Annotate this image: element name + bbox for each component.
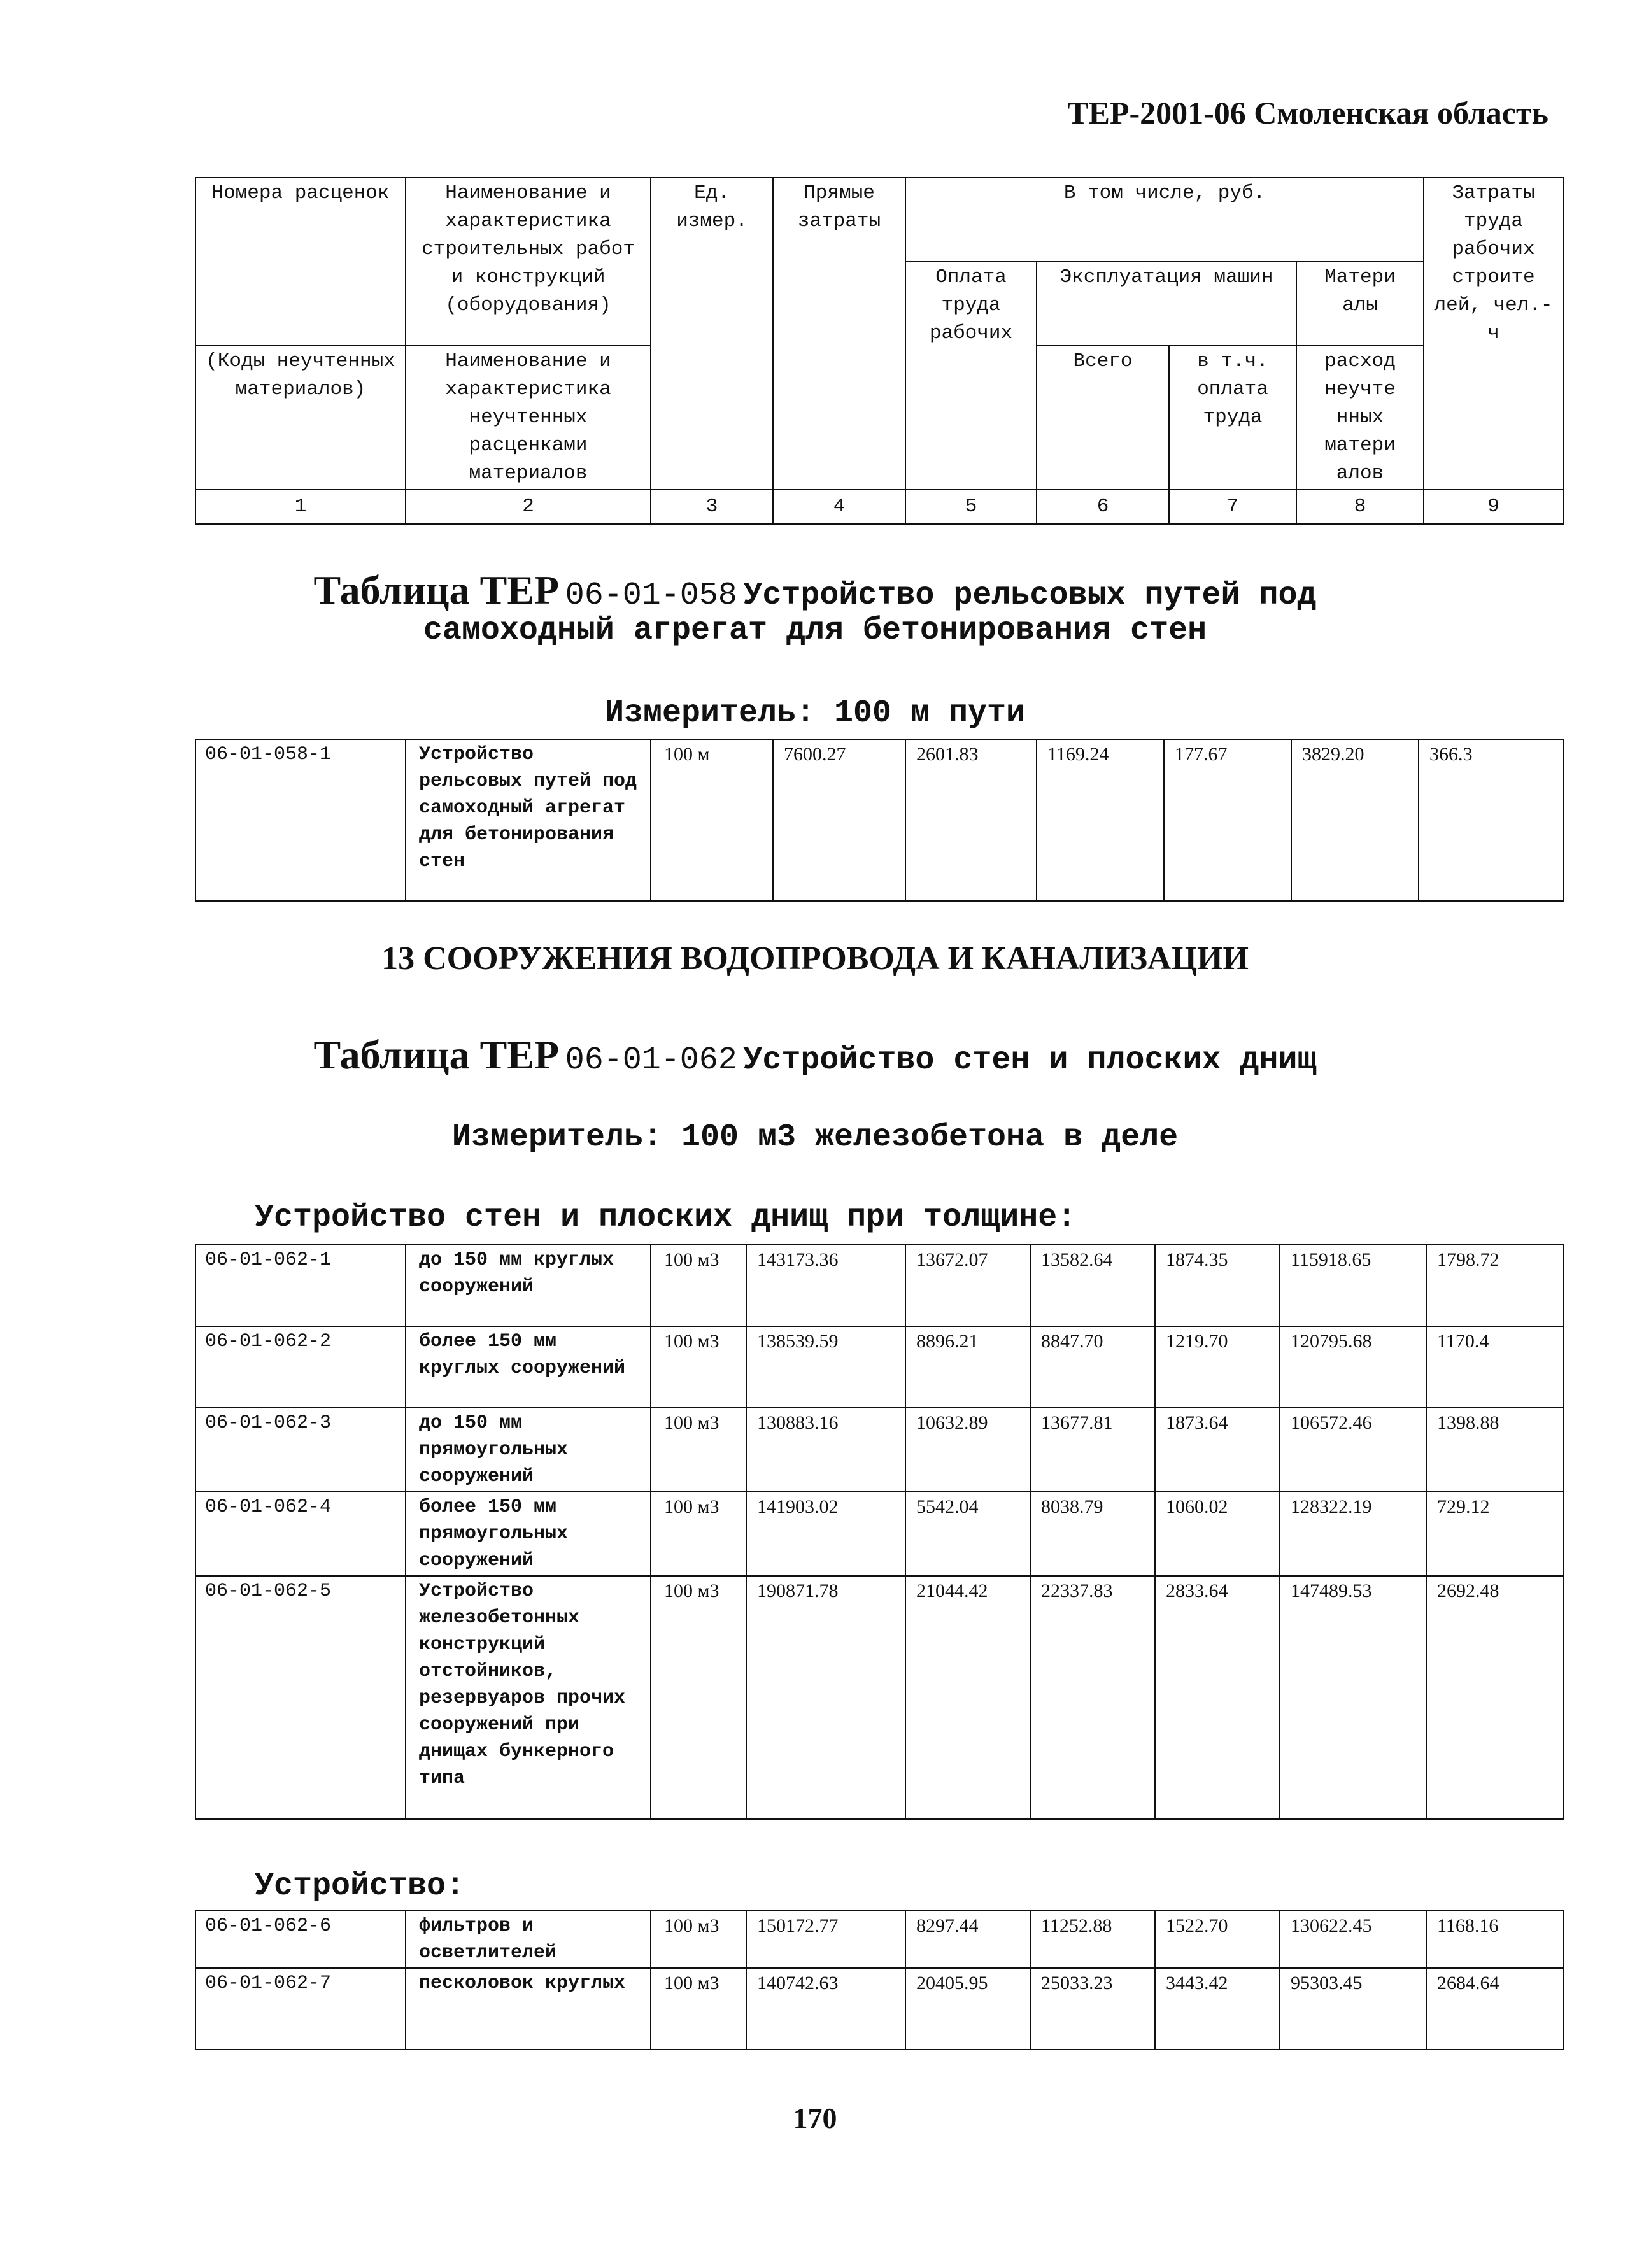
machines-total: 8847.70 bbox=[1030, 1326, 1155, 1408]
rate-code: 06-01-062-7 bbox=[195, 1968, 406, 2050]
work-name: фильтров и осветлителей bbox=[406, 1911, 651, 1968]
header-wages: Оплата труда рабочих bbox=[905, 262, 1037, 490]
materials: 115918.65 bbox=[1280, 1245, 1426, 1326]
work-name: более 150 мм круглых сооружений bbox=[406, 1326, 651, 1408]
machines-wages: 1522.70 bbox=[1155, 1911, 1280, 1968]
work-name: до 150 мм круглых сооружений bbox=[406, 1245, 651, 1326]
materials: 130622.45 bbox=[1280, 1911, 1426, 1968]
column-number: 4 bbox=[773, 490, 905, 524]
labor-hours: 2692.48 bbox=[1426, 1576, 1563, 1819]
column-number: 2 bbox=[406, 490, 651, 524]
materials: 95303.45 bbox=[1280, 1968, 1426, 2050]
unit: 100 м3 bbox=[651, 1492, 746, 1576]
machines-total: 13677.81 bbox=[1030, 1408, 1155, 1492]
labor-hours: 1798.72 bbox=[1426, 1245, 1563, 1326]
labor-hours: 1170.4 bbox=[1426, 1326, 1563, 1408]
materials: 3829.20 bbox=[1291, 739, 1419, 901]
rate-code: 06-01-062-5 bbox=[195, 1576, 406, 1819]
unit: 100 м3 bbox=[651, 1911, 746, 1968]
header-incl-wages: в т.ч. оплата труда bbox=[1169, 346, 1296, 490]
wages: 21044.42 bbox=[905, 1576, 1030, 1819]
rate-code: 06-01-062-4 bbox=[195, 1492, 406, 1576]
machines-wages: 3443.42 bbox=[1155, 1968, 1280, 2050]
table-062-measure: Измеритель: 100 м3 железобетона в деле bbox=[451, 1119, 1179, 1156]
machines-total: 22337.83 bbox=[1030, 1576, 1155, 1819]
machines-total: 25033.23 bbox=[1030, 1968, 1155, 2050]
rate-code: 06-01-058-1 bbox=[195, 739, 406, 901]
rate-code: 06-01-062-6 bbox=[195, 1911, 406, 1968]
materials: 120795.68 bbox=[1280, 1326, 1426, 1408]
column-number: 6 bbox=[1037, 490, 1169, 524]
labor-hours: 729.12 bbox=[1426, 1492, 1563, 1576]
labor-hours: 2684.64 bbox=[1426, 1968, 1563, 2050]
header-machines: Эксплуатация машин bbox=[1037, 262, 1296, 346]
materials: 128322.19 bbox=[1280, 1492, 1426, 1576]
wages: 20405.95 bbox=[905, 1968, 1030, 2050]
table-058-title-line-2 bbox=[0, 613, 1630, 649]
header-name: Наименование и характеристика строительных работ и конструкций (оборудования) bbox=[406, 178, 651, 346]
work-name: более 150 мм прямоугольных сооружений bbox=[406, 1492, 651, 1576]
wages: 2601.83 bbox=[905, 739, 1037, 901]
table-062-title-prefix: Таблица ТЕР bbox=[313, 1032, 560, 1077]
header-codes: Номера расценок bbox=[195, 178, 406, 346]
machines-wages: 1219.70 bbox=[1155, 1326, 1280, 1408]
table-062-title-code: 06-01-062 bbox=[565, 1042, 737, 1079]
machines-wages: 1874.35 bbox=[1155, 1245, 1280, 1326]
direct-costs: 190871.78 bbox=[746, 1576, 905, 1819]
table-058-title-prefix: Таблица ТЕР bbox=[313, 567, 560, 613]
running-header: ТЕР-2001-06 Смоленская область bbox=[1067, 95, 1548, 131]
table-058-title-code: 06-01-058 bbox=[565, 578, 737, 614]
wages: 13672.07 bbox=[905, 1245, 1030, 1326]
header-unit: Ед. измер. bbox=[651, 178, 773, 490]
header-table bbox=[195, 177, 1564, 525]
wages: 8297.44 bbox=[905, 1911, 1030, 1968]
table-062-group-1 bbox=[195, 1244, 1564, 1820]
wages: 5542.04 bbox=[905, 1492, 1030, 1576]
rate-code: 06-01-062-2 bbox=[195, 1326, 406, 1408]
column-number: 3 bbox=[651, 490, 773, 524]
table-062-group-2 bbox=[195, 1910, 1564, 2050]
machines-wages: 177.67 bbox=[1164, 739, 1291, 901]
table-058-title bbox=[0, 567, 1630, 614]
machines-total: 11252.88 bbox=[1030, 1911, 1155, 1968]
machines-total: 1169.24 bbox=[1037, 739, 1164, 901]
work-name: Устройство рельсовых путей под самоходный агрегат для бетонирования стен bbox=[406, 739, 651, 901]
group-2-heading: Устройство: bbox=[255, 1868, 465, 1904]
machines-wages: 1060.02 bbox=[1155, 1492, 1280, 1576]
machines-total: 13582.64 bbox=[1030, 1245, 1155, 1326]
header-machines-total: Всего bbox=[1037, 346, 1169, 490]
column-number: 5 bbox=[905, 490, 1037, 524]
section-title: 13 СООРУЖЕНИЯ ВОДОПРОВОДА И КАНАЛИЗАЦИИ bbox=[381, 940, 1249, 977]
column-number: 7 bbox=[1169, 490, 1296, 524]
column-number: 1 bbox=[195, 490, 406, 524]
header-materials: Матери алы bbox=[1296, 262, 1424, 346]
labor-hours: 366.3 bbox=[1419, 739, 1563, 901]
rate-code: 06-01-062-1 bbox=[195, 1245, 406, 1326]
labor-hours: 1168.16 bbox=[1426, 1911, 1563, 1968]
direct-costs: 143173.36 bbox=[746, 1245, 905, 1326]
page-number: 170 bbox=[793, 2102, 837, 2134]
labor-hours: 1398.88 bbox=[1426, 1408, 1563, 1492]
column-number: 8 bbox=[1296, 490, 1424, 524]
table-062-title bbox=[0, 1031, 1630, 1079]
unit: 100 м3 bbox=[651, 1576, 746, 1819]
machines-wages: 1873.64 bbox=[1155, 1408, 1280, 1492]
table-058-title-text: Устройство рельсовых путей под bbox=[743, 578, 1317, 614]
work-name: Устройство железобетонных конструкций отстойников, резервуаров прочих сооружений при днищах бункерного типа bbox=[406, 1576, 651, 1819]
machines-wages: 2833.64 bbox=[1155, 1576, 1280, 1819]
header-unaccounted-consumption: расход неучте нных матери алов bbox=[1296, 346, 1424, 490]
table-058 bbox=[195, 739, 1564, 902]
machines-total: 8038.79 bbox=[1030, 1492, 1155, 1576]
direct-costs: 138539.59 bbox=[746, 1326, 905, 1408]
unit: 100 м3 bbox=[651, 1968, 746, 2050]
header-unaccounted-name: Наименование и характеристика неучтенных расценками материалов bbox=[406, 346, 651, 490]
materials: 147489.53 bbox=[1280, 1576, 1426, 1819]
rate-code: 06-01-062-3 bbox=[195, 1408, 406, 1492]
wages: 8896.21 bbox=[905, 1326, 1030, 1408]
group-1-heading: Устройство стен и плоских днищ при толщине: bbox=[255, 1200, 1077, 1236]
table-062-title-text: Устройство стен и плоских днищ bbox=[743, 1042, 1317, 1079]
work-name: песколовок круглых bbox=[406, 1968, 651, 2050]
wages: 10632.89 bbox=[905, 1408, 1030, 1492]
header-unaccounted-codes: (Коды неучтенных материалов) bbox=[195, 346, 406, 490]
direct-costs: 7600.27 bbox=[773, 739, 905, 901]
table-058-measure: Измеритель: 100 м пути bbox=[604, 695, 1026, 732]
work-name: до 150 мм прямоугольных сооружений bbox=[406, 1408, 651, 1492]
direct-costs: 141903.02 bbox=[746, 1492, 905, 1576]
header-including: В том числе, руб. bbox=[905, 178, 1424, 262]
table-058-title-text-2: самоходный агрегат для бетонирования стен bbox=[423, 613, 1207, 649]
direct-costs: 150172.77 bbox=[746, 1911, 905, 1968]
unit: 100 м3 bbox=[651, 1408, 746, 1492]
header-direct-costs: Прямые затраты bbox=[773, 178, 905, 490]
unit: 100 м bbox=[651, 739, 773, 901]
unit: 100 м3 bbox=[651, 1245, 746, 1326]
direct-costs: 140742.63 bbox=[746, 1968, 905, 2050]
header-labor-hours: Затраты труда рабочих строите лей, чел.-ч bbox=[1424, 178, 1563, 490]
unit: 100 м3 bbox=[651, 1326, 746, 1408]
direct-costs: 130883.16 bbox=[746, 1408, 905, 1492]
materials: 106572.46 bbox=[1280, 1408, 1426, 1492]
column-number: 9 bbox=[1424, 490, 1563, 524]
